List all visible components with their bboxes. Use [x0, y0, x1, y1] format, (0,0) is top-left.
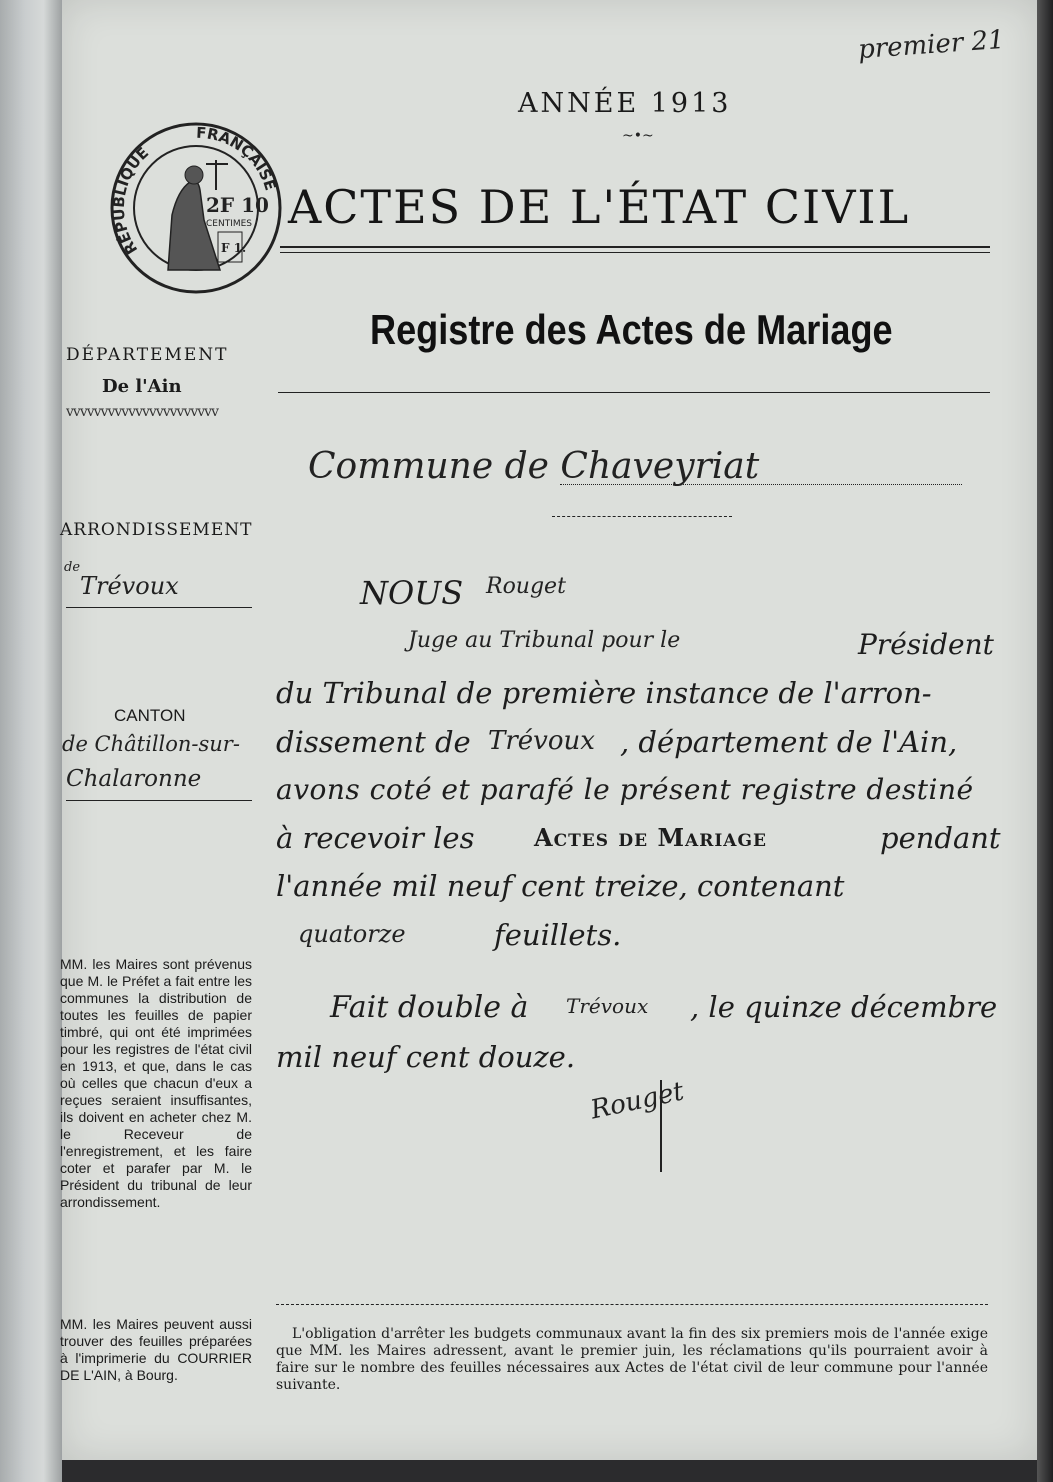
president-word: Président [858, 628, 994, 661]
canton-rule [66, 800, 252, 801]
register-subtitle: Registre des Actes de Mariage [370, 306, 893, 353]
corner-note: premier 21 [857, 24, 1006, 66]
commune-ornament [552, 516, 732, 517]
body-line-4: avons coté et parafé le présent registre destiné [276, 773, 974, 806]
arrondissement-rule [66, 607, 252, 608]
departement-divider: vvvvvvvvvvvvvvvvvvvvvv [66, 404, 219, 420]
body-line-5a: à recevoir les [276, 821, 475, 855]
body-line-8b: , le quinze décembre [690, 990, 998, 1024]
signature: Rouget [587, 1076, 687, 1126]
year-heading: ANNÉE 1913 [518, 88, 732, 119]
judge-role: Juge au Tribunal pour le [408, 628, 681, 653]
canton-value-line1: de Châtillon-sur- [62, 732, 240, 756]
arrondissement-value: Trévoux [80, 572, 179, 600]
body-line-8a: Fait double à [330, 990, 529, 1025]
body-line-3-place: Trévoux [488, 726, 595, 756]
signature-stroke [660, 1080, 662, 1172]
departement-value: De l'Ain [102, 376, 182, 397]
stamp-ring-right: FRANÇAISE [195, 123, 280, 193]
arrondissement-prefix: de [64, 560, 81, 575]
footer-notice: L'obligation d'arrêter les budgets communaux avant la fin des six premiers mois de l'année exige que MM. les Maires adressent, avant le premier juin, les réclamations qu'ils pourraient avoir à faire sur le nombre des feuilles nécessaires aux Actes de l'état civil de leur commune pour l'année suivante. [276, 1326, 988, 1393]
subtitle-rule [278, 392, 990, 393]
commune-name: Commune de Chaveyriat [308, 446, 760, 487]
revenue-stamp [108, 120, 284, 296]
body-line-3a: dissement de [276, 725, 471, 759]
body-line-3b: , département de l'Ain, [620, 725, 958, 759]
body-line-8-place: Trévoux [566, 994, 649, 1018]
nous-label: NOUS [360, 574, 464, 612]
stamp-value: 2F 10 [206, 193, 269, 217]
sidebar-note-2: MM. les Maires peuvent aussi trouver des feuilles préparées à l'imprimerie du COURRIER DE L'AIN, à Bourg. [60, 1316, 252, 1383]
title-rule [280, 246, 990, 253]
sheet-count: quatorze [298, 920, 406, 948]
body-line-9: mil neuf cent douze. [276, 1040, 576, 1074]
nous-name: Rouget [486, 574, 566, 599]
departement-label: DÉPARTEMENT [66, 345, 229, 365]
sidebar-note-1: MM. les Maires sont prévenus que M. le Préfet a fait entre les communes la distribution de toutes les feuilles de papier timbré, qui ont été imprimées pour les registres de l'état civil en 1913, et que, dans le cas où celles que chacun d'eux a reçues seraient insuffisantes, ils doivent en acheter chez M. le Receveur de l'enregistrement, et les faire coter et parafer par M. le Président du tribunal de leur arrondissement. [60, 956, 252, 1210]
arrondissement-label: ARRONDISSEMENT [60, 520, 253, 540]
year-ornament: ~•~ [622, 128, 654, 144]
page-edge-shadow [1037, 0, 1053, 1482]
body-line-2: du Tribunal de première instance de l'arron- [276, 676, 932, 710]
body-line-6: l'année mil neuf cent treize, contenant [276, 869, 845, 903]
document-title: ACTES DE L'ÉTAT CIVIL [288, 180, 911, 234]
commune-rule [560, 484, 962, 485]
book-spine [0, 0, 62, 1482]
stamp-unit: CENTIMES [206, 219, 253, 229]
stamp-ring-left: RÉPUBLIQUE [109, 143, 153, 258]
canton-value-line2: Chalaronne [66, 766, 202, 792]
body-line-7: feuillets. [494, 918, 622, 952]
canton-label: CANTON [114, 706, 186, 725]
body-line-5-actes: Actes de Mariage [534, 823, 767, 852]
stamp-alt-value: F 1. [221, 241, 247, 255]
body-line-5b: pendant [880, 821, 1001, 855]
footer-rule [276, 1304, 988, 1305]
